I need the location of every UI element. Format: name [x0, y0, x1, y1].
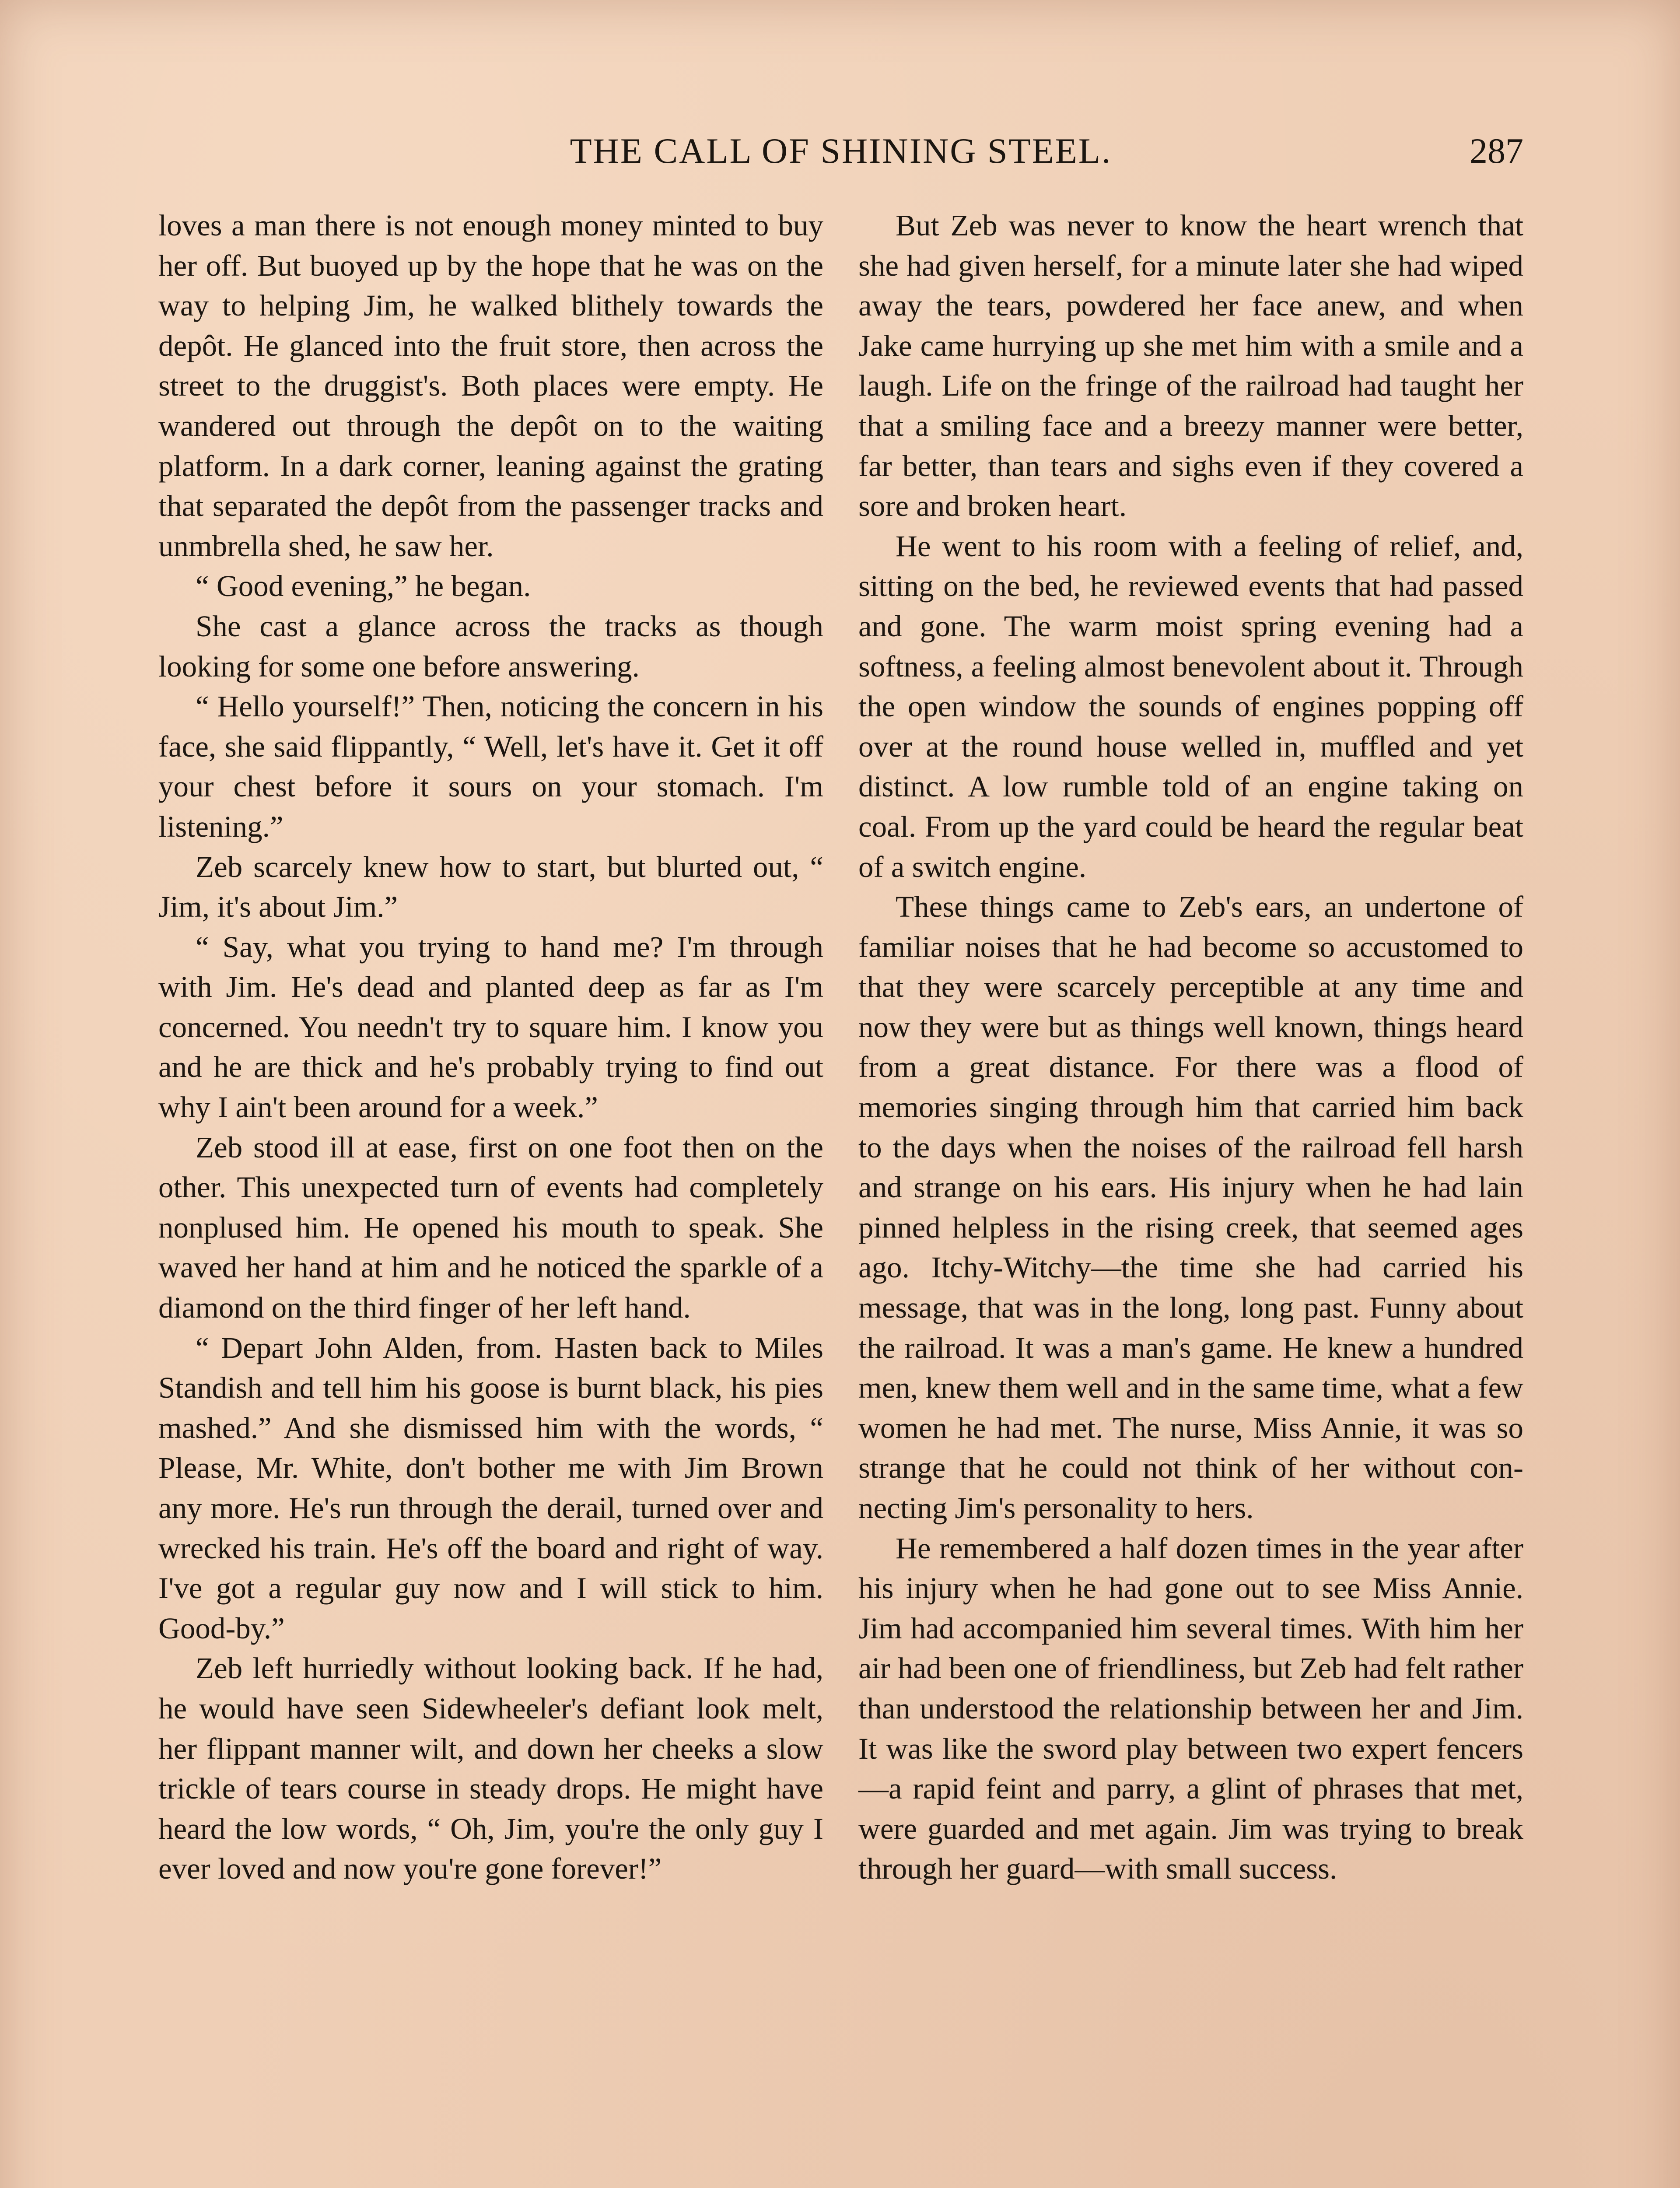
- paragraph: “ Good evening,” he began.: [196, 569, 531, 603]
- paragraph: loves a man there is not enough money minted to buy her off. But buoyed up by the hope that he was on the way to helping Jim, he walked blithely towards the depôt. He glanced into the fruit store, then across the street to the druggist's. Both places were empty. He wandered out through the depôt on to the waiting platform. In a dark corner, leaning against the grating that separated the depôt from the passenger tracks and unmbrella shed, he saw her.: [158, 209, 823, 563]
- paragraph: He remembered a half dozen times in the year after his injury when he had gone out to see Miss Annie. Jim had accompanied him several times. With him her air had been one of friendliness, but Zeb had felt rather than understood the relationship between her and Jim. It was like the sword play between two expert fencers—a rapid feint and parry, a glint of phrases that met, were guarded and met again. Jim was trying to break through her guard—with small success.: [858, 1531, 1523, 1886]
- paragraph: Zeb left hurriedly without looking back. If he had, he would have seen Sidewheeler's defiant look melt, her flippant manner wilt, and down her cheeks a slow trickle of tears course in steady drops. He might have heard the low words, “ Oh, Jim, you're the only guy I ever loved and now you're gone forever!”: [158, 1652, 823, 1886]
- paragraph: But Zeb was never to know the heart wrench that she had given herself, for a minute later she had wiped away the tears, powdered her face anew, and when Jake came hurrying up she met him with a smile and a laugh. Life on the fringe of the railroad had taught her that a smiling face and a breezy manner were better, far better, than tears and sighs even if they covered a sore and broken heart.: [858, 209, 1523, 523]
- running-head: [158, 127, 1523, 184]
- left-column: [158, 206, 823, 1889]
- paragraph: “ Hello yourself!” Then, noticing the concern in his face, she said flippantly, “ Well, let's have it. Get it off your chest before it sours on your stomach. I'm listening.”: [158, 690, 823, 843]
- paragraph: Zeb stood ill at ease, first on one foot then on the other. This unexpected turn of events had completely nonplused him. He opened his mouth to speak. She waved her hand at him and he noticed the sparkle of a diamond on the third finger of her left hand.: [158, 1130, 823, 1325]
- right-column: [858, 206, 1523, 1889]
- paragraph: These things came to Zeb's ears, an undertone of familiar noises that he had become so accustomed to that they were scarcely perceptible at any time and now they were but as things well known, things heard from a great distance. For there was a flood of memories singing through him that carried him back to the days when the noises of the railroad fell harsh and strange on his ears. His injury when he had lain pinned helpless in the rising creek, that seemed ages ago. Itchy-Witchy—the time she had carried his message, that was in the long, long past. Funny about the railroad. It was a man's game. He knew a hundred men, knew them well and in the same time, what a few women he had met. The nurse, Miss Annie, it was so strange that he could not think of her without connecting Jim's personality to hers.: [858, 890, 1523, 1525]
- running-title: THE CALL OF SHINING STEEL.: [570, 131, 1112, 171]
- paragraph: He went to his room with a feeling of relief, and, sitting on the bed, he reviewed events that had passed and gone. The warm moist spring evening had a softness, a feeling almost benevolent about it. Through the open window the sounds of engines popping off over at the round house welled in, muffled and yet distinct. A low rumble told of an engine taking on coal. From up the yard could be heard the regular beat of a switch engine.: [858, 529, 1523, 884]
- paragraph: Zeb scarcely knew how to start, but blurted out, “ Jim, it's about Jim.”: [158, 850, 823, 924]
- paragraph: “ Say, what you trying to hand me? I'm through with Jim. He's dead and planted deep as far as I'm concerned. You needn't try to square him. I know you and he are thick and he's probably trying to find out why I ain't been around for a week.”: [158, 930, 823, 1124]
- paragraph: She cast a glance across the tracks as though looking for some one before answering.: [158, 609, 823, 683]
- paragraph: “ Depart John Alden, from. Hasten back to Miles Standish and tell him his goose is burnt black, his pies mashed.” And she dismissed him with the words, “ Please, Mr. White, don't bother me with Jim Brown any more. He's run through the derail, turned over and wrecked his train. He's off the board and right of way. I've got a regular guy now and I will stick to him. Good-by.”: [158, 1331, 823, 1645]
- page-number: 287: [1470, 131, 1523, 171]
